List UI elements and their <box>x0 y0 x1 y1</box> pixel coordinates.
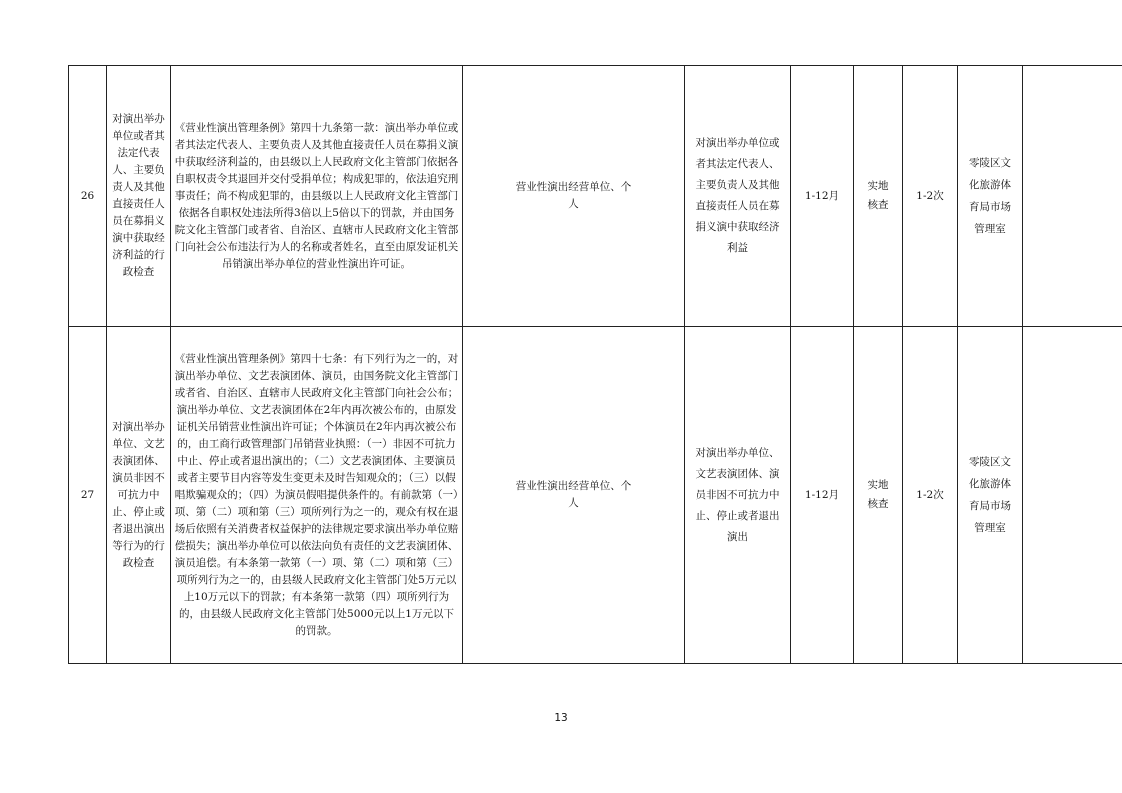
page-number: 13 <box>554 712 568 724</box>
inspection-method-cell <box>854 327 903 664</box>
inspection-object-text: 营业性演出经营单位、个人 <box>515 480 632 509</box>
inspection-object-cell <box>463 66 685 327</box>
table-row <box>69 66 1122 327</box>
inspection-dept-cell <box>958 66 1023 327</box>
inspection-object-text: 营业性演出经营单位、个人 <box>515 181 632 210</box>
inspection-dept-text: 零陵区文化旅游体育局市场管理室 <box>969 157 1011 235</box>
inspection-content-cell <box>685 327 791 664</box>
inspection-dept-cell <box>958 327 1023 664</box>
legal-basis-cell <box>171 327 463 664</box>
row-number: 27 <box>69 327 107 664</box>
legal-basis-text: 《营业性演出管理条例》第四十七条：有下列行为之一的，对演出举办单位、文艺表演团体、演员，由国务院文化主管部门或者省、自治区、直辖市人民政府文化主管部门向社会公布；演出举办单位、文艺表演团体在2年内再次被公布的，由原发证机关吊销营业性演出许可证；个体演员在2年内再次被公布的，由工商行政管理部门吊销营业执照：（一）非因不可抗力中止、停止或者退出演出的；（二）文艺表演团体、主要演员或者主要节目内容等发生变更未及时告知观众的；（三）以假唱欺骗观众的；（四）为演员假唱提供条件的。有前款第（一）项、第（二）项和第（三）项所列行为之一的，观众有权在退场后依照有关消费者权益保护的法律规定要求演出举办单位赔偿损失；演出举办单位可以依法向负有责任的文艺表演团体、演员追偿。有本条第一款第（一）项、第（二）项和第（三）项所列行为之一的，由县级人民政府文化主管部门处5万元以上10万元以下的罚款；有本条第一款第（四）项所列行为的，由县级人民政府文化主管部门处5000元以上1万元以下的罚款。 <box>174 352 459 637</box>
item-name-cell <box>107 327 171 664</box>
inspection-object-cell <box>463 327 685 664</box>
inspection-dept-text: 零陵区文化旅游体育局市场管理室 <box>969 456 1011 534</box>
item-name-text: 对演出举办单位或者其法定代表人、主要负责人及其他直接责任人员在募捐义演中获取经济利益的行政检查 <box>112 113 165 278</box>
remark-cell <box>1023 66 1122 327</box>
inspection-table <box>68 65 1122 664</box>
inspection-method-text: 实地核查 <box>867 479 889 510</box>
inspection-method-text: 实地核查 <box>867 180 889 211</box>
inspection-frequency: 1-2次 <box>903 327 958 664</box>
item-name-text: 对演出举办单位、文艺表演团体、演员非因不可抗力中止、停止或者退出演出等行为的行政检查 <box>112 420 165 569</box>
legal-basis-text: 《营业性演出管理条例》第四十九条第一款：演出举办单位或者其法定代表人、主要负责人及其他直接责任人员在募捐义演中获取经济利益的，由县级以上人民政府文化主管部门依据各自职权责令其退回并交付受捐单位；构成犯罪的，依法追究刑事责任；尚不构成犯罪的，由县级以上人民政府文化主管部门依据各自职权处违法所得3倍以上5倍以下的罚款，并由国务院文化主管部门或者省、自治区、直辖市人民政府文化主管部门向社会公布违法行为人的名称或者姓名，直至由原发证机关吊销演出举办单位的营业性演出许可证。 <box>174 121 459 270</box>
inspection-frequency: 1-2次 <box>903 66 958 327</box>
inspection-content-text: 对演出举办单位、文艺表演团体、演员非因不可抗力中止、停止或者退出演出 <box>695 446 780 543</box>
item-name-cell <box>107 66 171 327</box>
table-body <box>69 66 1122 664</box>
inspection-method-cell <box>854 66 903 327</box>
inspection-content-cell <box>685 66 791 327</box>
table-row <box>69 327 1122 664</box>
inspection-period: 1-12月 <box>791 327 854 664</box>
legal-basis-cell <box>171 66 463 327</box>
inspection-content-text: 对演出举办单位或者其法定代表人、主要负责人及其他直接责任人员在募捐义演中获取经济利益 <box>695 137 780 254</box>
remark-cell <box>1023 327 1122 664</box>
inspection-period: 1-12月 <box>791 66 854 327</box>
row-number: 26 <box>69 66 107 327</box>
